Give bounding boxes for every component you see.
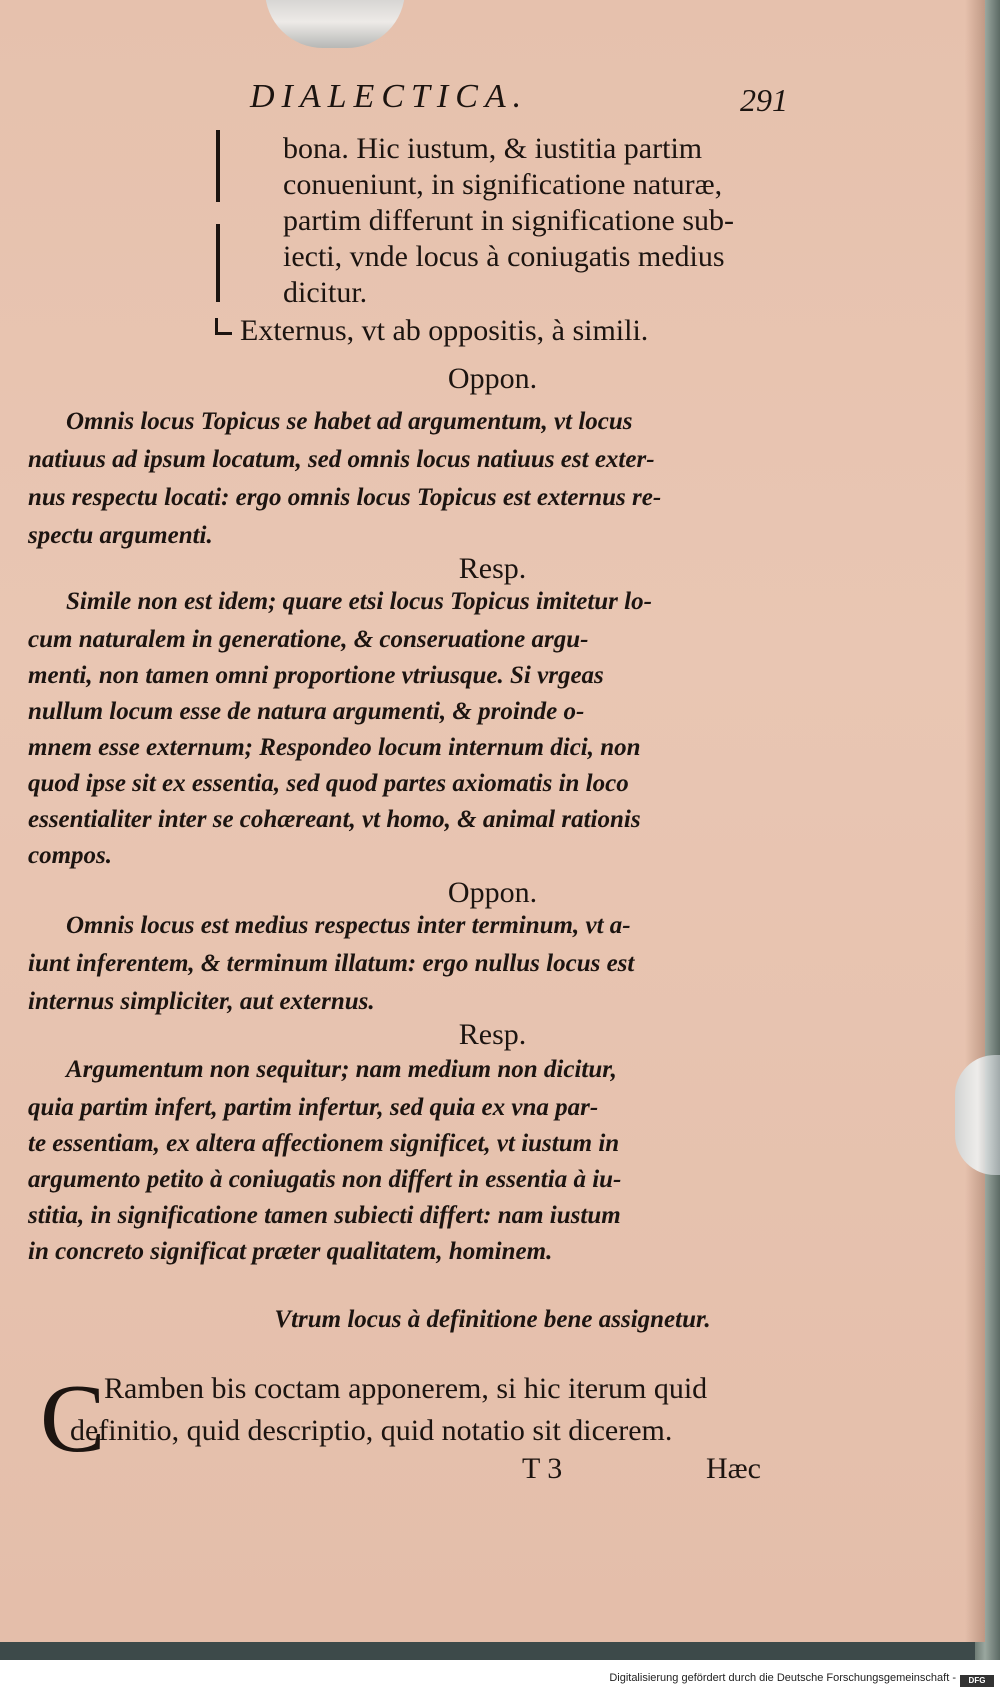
text-line: nullum locum esse de natura argumenti, & proinde o-	[28, 698, 585, 725]
brace-line-lower	[216, 224, 220, 302]
text-line: mnem esse externum; Respondeo locum internum dici, non	[28, 734, 641, 761]
text-line: quod ipse sit ex essentia, sed quod partes axiomatis in loco	[28, 770, 629, 797]
text-line: iunt inferentem, & terminum illatum: ergo nullus locus est	[28, 950, 635, 977]
text-line: Argumentum non sequitur; nam medium non dicitur,	[66, 1056, 617, 1083]
text-line: internus simpliciter, aut externus.	[28, 988, 375, 1015]
text-line: Ramben bis coctam apponerem, si hic iterum quid	[104, 1372, 708, 1405]
catchword: Hæc	[706, 1452, 761, 1485]
externus-line: Externus, vt ab oppositis, à simili.	[240, 314, 649, 347]
signature-mark: T 3	[522, 1452, 563, 1485]
text-line: menti, non tamen omni proportione vtriusque. Si vrgeas	[28, 662, 604, 689]
text-line: definitio, quid descriptio, quid notatio sit dicerem.	[70, 1414, 673, 1447]
heading-oppon: Oppon.	[447, 876, 538, 909]
text-line: iecti, vnde locus à coniugatis medius	[283, 240, 725, 273]
text-line: Simile non est idem; quare etsi locus Topicus imitetur lo-	[66, 588, 652, 615]
brace-line-upper	[216, 130, 220, 202]
drop-capital: C	[40, 1365, 106, 1473]
text-line: te essentiam, ex altera affectionem significet, vt iustum in	[28, 1130, 620, 1157]
text-line: compos.	[28, 842, 113, 869]
text-line: bona. Hic iustum, & iustitia partim	[283, 132, 703, 165]
text-line: nus respectu locati: ergo omnis locus Topicus est externus re-	[28, 484, 662, 511]
heading-oppon: Oppon.	[447, 362, 538, 395]
text-line: in concreto significat præter qualitatem, hominem.	[28, 1238, 553, 1265]
running-header: DIALECTICA.	[250, 78, 529, 115]
text-line: dicitur.	[283, 276, 368, 309]
text-line: stitia, in significatione tamen subiecti differt: nam iustum	[28, 1202, 621, 1229]
paper-clip-right	[955, 1055, 1000, 1175]
section-title: Vtrum locus à definitione bene assignetur.	[274, 1306, 711, 1333]
footer-credit: Digitalisierung gefördert durch die Deutsche Forschungsgemeinschaft -	[609, 1672, 956, 1684]
text-line: Omnis locus Topicus se habet ad argumentum, vt locus	[66, 408, 633, 435]
heading-resp: Resp.	[458, 552, 527, 585]
text-line: conueniunt, in significatione naturæ,	[283, 168, 723, 201]
page-shadow	[965, 0, 985, 1642]
text-line: quia partim infert, partim infertur, sed quia ex vna par-	[28, 1094, 599, 1121]
brace-hook	[215, 318, 232, 335]
text-line: partim differunt in significatione sub-	[283, 204, 735, 237]
text-line: argumento petito à coniugatis non differt in essentia à iu-	[28, 1166, 622, 1193]
text-line: cum naturalem in generatione, & conseruatione argu-	[28, 626, 589, 653]
heading-resp: Resp.	[458, 1018, 527, 1051]
text-line: natiuus ad ipsum locatum, sed omnis locus natiuus est exter-	[28, 446, 655, 473]
footer-bar	[0, 1672, 1000, 1690]
page-number: 291	[740, 82, 788, 118]
text-line: essentialiter inter se cohæreant, vt homo, & animal rationis	[28, 806, 641, 833]
text-line: spectu argumenti.	[28, 522, 213, 549]
dfg-logo-icon: DFG	[960, 1675, 994, 1687]
text-line: Omnis locus est medius respectus inter terminum, vt a-	[66, 912, 631, 939]
